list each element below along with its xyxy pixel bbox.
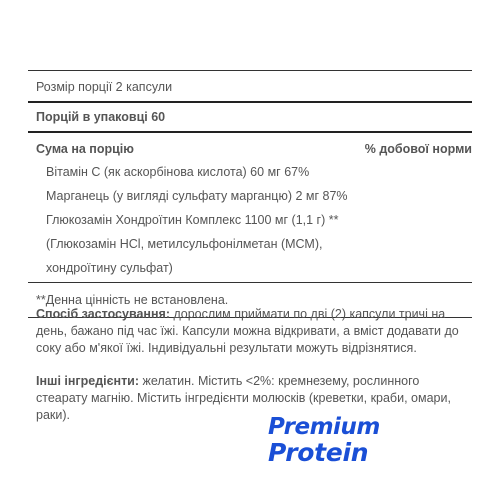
logo-line-2: Protein xyxy=(268,438,369,467)
daily-value-label: % добової норми xyxy=(364,142,472,156)
servings-per-container: Порцій в упаковці 60 xyxy=(36,110,166,124)
premium-protein-logo xyxy=(268,414,388,466)
supplement-facts-table xyxy=(28,70,472,318)
amount-per-serving-label: Сума на порцію xyxy=(36,142,134,156)
logo-line-1: Premium xyxy=(268,414,380,440)
serving-size: Розмір порції 2 капсули xyxy=(36,80,173,94)
footnote: **Денна цінність не встановлена. xyxy=(36,293,229,307)
nutrient-row: хондроїтину сульфат) xyxy=(46,261,173,275)
directions-label: Спосіб застосування: xyxy=(36,307,170,321)
other-ingredients-label: Інші інгредієнти: xyxy=(36,374,140,388)
nutrient-row: Марганець (у вигляді сульфату марганцю) 2 мг 87% xyxy=(46,189,348,203)
nutrient-row: Глюкозамін Хондроїтин Комплекс 1100 мг (1,1 г) ** xyxy=(46,213,339,227)
other-ingredients-text: желатин. Містить <2%: кремнезему, рослинного стеарату магнію. Містить інгредієнти молюсків (креветки, краби, омари, раки). xyxy=(36,374,451,422)
other-ingredients-paragraph xyxy=(36,373,466,424)
nutrient-row: (Глюкозамін HCl, метилсульфонілметан (МСМ), xyxy=(46,237,323,251)
nutrient-row: Вітамін С (як аскорбінова кислота) 60 мг 67% xyxy=(46,165,310,179)
directions-paragraph xyxy=(36,306,466,357)
table-header xyxy=(28,133,472,162)
directions-text: дорослим приймати по дві (2) капсули тричі на день, бажано під час їжі. Капсули можна відкривати, а вміст додавати до соку або м'якої їжі. Індивідуальні результати можуть відрізнятися. xyxy=(36,307,459,355)
